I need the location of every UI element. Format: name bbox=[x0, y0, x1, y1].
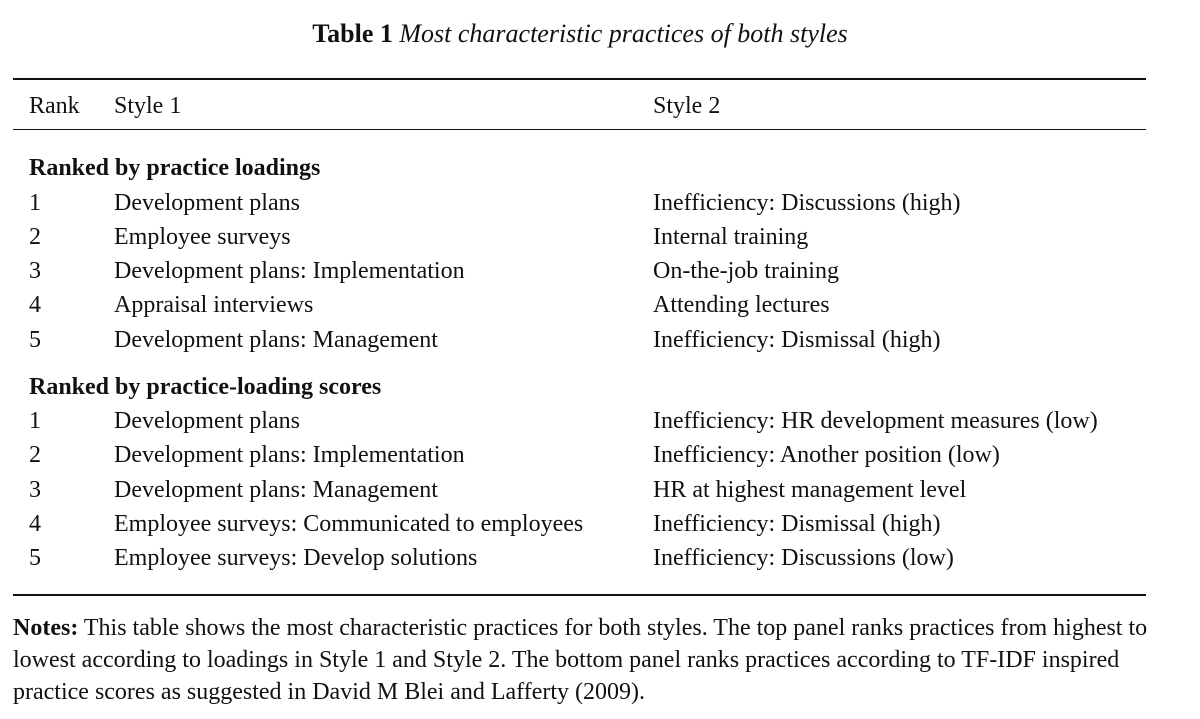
rank-cell: 5 bbox=[29, 545, 41, 571]
rank-cell: 3 bbox=[29, 258, 41, 284]
column-header-style1: Style 1 bbox=[114, 93, 182, 119]
style2-cell: Inefficiency: Discussions (high) bbox=[653, 190, 961, 216]
style2-cell: Inefficiency: HR development measures (low) bbox=[653, 408, 1098, 434]
rank-cell: 1 bbox=[29, 190, 41, 216]
style1-cell: Development plans bbox=[114, 190, 300, 216]
rank-cell: 3 bbox=[29, 477, 41, 503]
column-header-rank: Rank bbox=[29, 93, 80, 119]
panel-title: Ranked by practice-loading scores bbox=[29, 374, 382, 400]
style2-cell: Internal training bbox=[653, 224, 809, 250]
style1-cell: Appraisal interviews bbox=[114, 292, 314, 318]
style2-cell: Inefficiency: Dismissal (high) bbox=[653, 511, 941, 537]
style2-cell: Inefficiency: Another position (low) bbox=[653, 442, 1000, 468]
header-rule bbox=[13, 129, 1146, 130]
table-notes bbox=[13, 612, 1173, 708]
top-rule bbox=[13, 78, 1146, 80]
style1-cell: Employee surveys bbox=[114, 224, 291, 250]
rank-cell: 4 bbox=[29, 511, 41, 537]
style1-cell: Employee surveys: Develop solutions bbox=[114, 545, 478, 571]
rank-cell: 2 bbox=[29, 442, 41, 468]
style1-cell: Development plans: Management bbox=[114, 477, 438, 503]
table-title: Most characteristic practices of both styles bbox=[399, 19, 848, 48]
bottom-rule bbox=[13, 594, 1146, 596]
style1-cell: Development plans: Implementation bbox=[114, 258, 465, 284]
style2-cell: On-the-job training bbox=[653, 258, 839, 284]
notes-text: This table shows the most characteristic practices for both styles. The top panel ranks practices from highest to lowest according to loadings in Style 1 and Style 2. The bottom panel ranks practices according to TF-IDF inspired practice scores as suggested in David M Blei and Lafferty (2009). bbox=[13, 615, 1148, 705]
style1-cell: Development plans: Management bbox=[114, 327, 438, 353]
style2-cell: Attending lectures bbox=[653, 292, 830, 318]
table-label: Table 1 bbox=[312, 19, 393, 48]
rank-cell: 2 bbox=[29, 224, 41, 250]
notes-label: Notes: bbox=[13, 615, 79, 641]
rank-cell: 5 bbox=[29, 327, 41, 353]
style2-cell: HR at highest management level bbox=[653, 477, 967, 503]
style2-cell: Inefficiency: Discussions (low) bbox=[653, 545, 954, 571]
style1-cell: Employee surveys: Communicated to employees bbox=[114, 511, 584, 537]
style1-cell: Development plans bbox=[114, 408, 300, 434]
rank-cell: 4 bbox=[29, 292, 41, 318]
style1-cell: Development plans: Implementation bbox=[114, 442, 465, 468]
rank-cell: 1 bbox=[29, 408, 41, 434]
panel-title: Ranked by practice loadings bbox=[29, 155, 321, 181]
column-header-style2: Style 2 bbox=[653, 93, 721, 119]
table-caption bbox=[0, 14, 1160, 54]
style2-cell: Inefficiency: Dismissal (high) bbox=[653, 327, 941, 353]
